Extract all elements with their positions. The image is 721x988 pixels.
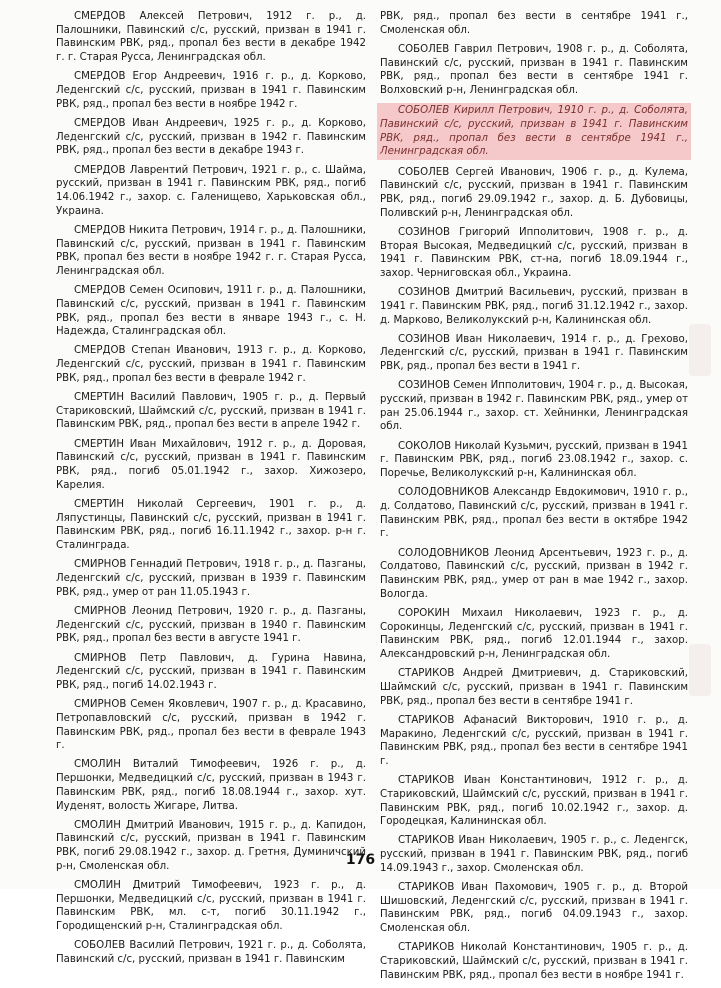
list-item: СМЕРТИН Николай Сергеевич, 1901 г. р., д. Ляпустинцы, Павинский с/с, русский, призван в 1941 г. Павинским РВК, ряд., погиб 16.11.1942 г., захор. р-н г. Сталинграда. xyxy=(56,499,366,552)
list-item: СОБОЛЕВ Гаврил Петрович, 1908 г. р., д. Соболята, Павинский с/с, русский, призван в 1941 г. Павинским РВК, ряд., пропал без вести в сентябре 1941 г. Волховский р-н, Ленинградская обл. xyxy=(380,43,688,97)
list-item: СМЕРДОВ Семен Осипович, 1911 г. р., д. Палошники, Павинский с/с, русский, призван в 1941 г. Павинским РВК, ряд., пропал без вести в январе 1943 г., с. Н. Надежда, Сталинградская обл. xyxy=(56,285,366,338)
list-item: СОЗИНОВ Дмитрий Васильевич, русский, призван в 1941 г. Павинским РВК, ряд., погиб 31.12.1942 г., захор. д. Марково, Великолукский р-н, Калининская обл. xyxy=(380,287,688,326)
watermark-mark xyxy=(685,320,715,380)
highlighted-list-item: СОБОЛЕВ Кирилл Петрович, 1910 г. р., д. Соболята, Павинский с/с, русский, призван в 1941 г. Павинским РВК, ряд., пропал без вести в сентябре 1941 г., Ленинградская обл. xyxy=(377,103,691,160)
list-item: СМЕРДОВ Алексей Петрович, 1912 г. р., д. Палошники, Павинский с/с, русский, призван в 1941 г. Павинским РВК, ряд., пропал без вести в декабре 1942 г. г. Старая Русса, Ленинградская обл. xyxy=(56,11,366,64)
list-item: СМИРНОВ Семен Яковлевич, 1907 г. р., д. Красавино, Петропавловский с/с, русский, призван в 1942 г. Павинским РВК, ряд., пропал без вести в феврале 1943 г. xyxy=(56,699,366,752)
list-item: СМЕРДОВ Лаврентий Петрович, 1921 г. р., с. Шайма, русский, призван в 1941 г. Павинским РВК, ряд., погиб 14.06.1942 г., захор. с. Галенищево, Харьковская обл., Украина. xyxy=(56,164,366,217)
list-item: СТАРИКОВ Иван Константинович, 1912 г. р., д. Стариковский, Шаймский с/с, русский, призван в 1941 г. Павинским РВК, ряд., погиб 10.02.1942 г., захор. д. Городецкая, Калининская обл. xyxy=(380,775,688,828)
list-item: СМОЛИН Дмитрий Иванович, 1915 г. р., д. Капидон, Павинский с/с, русский, призван в 1941 г. Павинским РВК, погиб 29.08.1942 г., захор. д. Гретня, Думиничский р-н, Смоленская обл. xyxy=(56,819,366,872)
list-item: СОБОЛЕВ Сергей Иванович, 1906 г. р., д. Кулема, Павинский с/с, русский, призван в 1941 г. Павинским РВК, ряд., погиб 29.09.1942 г., захор. д. Б. Дубовицы, Поливский р-н, Ленинградская обл. xyxy=(380,166,688,219)
list-item: СТАРИКОВ Николай Константинович, 1905 г. р., д. Стариковский, Шаймский с/с, русский, призван в 1941 г. Павинским РВК, ряд., пропал без вести в ноябре 1941 г. xyxy=(380,942,688,981)
page-number: 176 xyxy=(345,852,376,868)
list-item: СОБОЛЕВ Василий Петрович, 1921 г. р., д. Соболята, Павинский с/с, русский, призван в 1941 г. Павинским xyxy=(56,940,366,966)
list-item: СОКОЛОВ Николай Кузьмич, русский, призван в 1941 г. Павинским РВК, ряд., погиб 23.08.1942 г., захор. с. Поречье, Великолукский р-н, Калининская обл. xyxy=(380,440,688,480)
list-item: СОЗИНОВ Григорий Ипполитович, 1908 г. р., д. Вторая Высокая, Медведицкий с/с, русский, призван в 1941 г. Павинским РВК, ст-на, погиб 18.09.1944 г., захор. Черниговская обл., Украина. xyxy=(380,226,688,279)
list-item: СМИРНОВ Петр Павлович, д. Гурина Навина, Леденгский с/с, русский, призван в 1941 г. Павинским РВК, ряд., погиб 14.02.1943 г. xyxy=(56,652,366,691)
left-column xyxy=(56,10,366,972)
list-item: СОЗИНОВ Семен Ипполитович, 1904 г. р., д. Высокая, русский, призван в 1942 г. Павинским РВК, ряд., умер от ран 25.06.1944 г., захор. ст. Хейнинки, Ленинградская обл. xyxy=(380,380,688,433)
list-item: СТАРИКОВ Иван Пахомович, 1905 г. р., д. Второй Шишовский, Леденгский с/с, русский, призван в 1941 г. Павинским РВК, ряд., погиб 04.09.1943 г., захор. Смоленская обл. xyxy=(380,882,688,935)
list-item: СМЕРТИН Иван Михайлович, 1912 г. р., д. Доровая, Павинский с/с, русский, призван в 1941 г. Павинским РВК, ряд., погиб 05.01.1942 г., захор. Хижозеро, Карелия. xyxy=(56,438,366,491)
list-item: СОЗИНОВ Иван Николаевич, 1914 г. р., д. Грехово, Леденгский с/с, русский, призван в 1941 г. Павинским РВК, ряд., пропал без вести в 1941 г. xyxy=(380,333,688,373)
watermark-mark xyxy=(685,640,715,700)
list-item: СМИРНОВ Леонид Петрович, 1920 г. р., д. Пазганы, Леденгский с/с, русский, призван в 1940 г. Павинским РВК, ряд., пропал без вести в августе 1941 г. xyxy=(56,605,366,645)
list-item: СМЕРТИН Василий Павлович, 1905 г. р., д. Первый Стариковский, Шаймский с/с, русский, призван в 1941 г. Павинским РВК, ряд., пропал без вести в апреле 1942 г. xyxy=(56,392,366,431)
list-item: СТАРИКОВ Иван Николаевич, 1905 г. р., с. Леденгск, русский, призван в 1941 г. Павинским РВК, ряд., погиб 14.09.1943 г., захор. Смоленская обл. xyxy=(380,835,688,874)
list-item: СМОЛИН Дмитрий Тимофеевич, 1923 г. р., д. Першонки, Медведицкий с/с, русский, призван в 1941 г. Павинским РВК, мл. с-т, погиб 30.11.1942 г., Городищенский р-н, Сталинградская обл. xyxy=(56,880,366,933)
list-item: СМОЛИН Виталий Тимофеевич, 1926 г. р., д. Першонки, Медведицкий с/с, русский, призван в 1943 г. Павинским РВК, ряд., погиб 18.08.1944 г., захор. хут. Иуденят, волость Жигаре, Литва. xyxy=(56,759,366,812)
list-item: СТАРИКОВ Афанасий Викторович, 1910 г. р., д. Маракино, Леденгский с/с, русский, призван в 1941 г. Павинским РВК, ряд., пропал без вести в сентябре 1941 г. xyxy=(380,714,688,767)
list-item: СМЕРДОВ Степан Иванович, 1913 г. р., д. Корково, Леденгский с/с, русский, призван в 1941 г. Павинским РВК, ряд., пропал без вести в феврале 1942 г. xyxy=(56,345,366,384)
list-item: СТАРИКОВ Андрей Дмитриевич, д. Стариковский, Шаймский с/с, русский, призван в 1941 г. Павинским РВК, ряд., пропал без вести в сентябре 1941 г. xyxy=(380,668,688,707)
list-item: СМЕРДОВ Никита Петрович, 1914 г. р., д. Палошники, Павинский с/с, русский, призван в 1941 г. Павинским РВК, пропал без вести в ноябре 1942 г. г. Старая Русса, Ленинградская обл. xyxy=(56,224,366,277)
list-item: СОРОКИН Михаил Николаевич, 1923 г. р., д. Сорокинцы, Леденгский с/с, русский, призван в 1941 г. Павинским РВК, ряд., погиб 12.01.1944 г., захор. Александровский р-н, Ленинградская обл. xyxy=(380,607,688,661)
list-item: СМЕРДОВ Егор Андреевич, 1916 г. р., д. Корково, Леденгский с/с, русский, призван в 1941 г. Павинским РВК, ряд., пропал без вести в ноябре 1942 г. xyxy=(56,71,366,110)
right-column xyxy=(380,10,688,988)
list-item-continuation: РВК, ряд., пропал без вести в сентябре 1941 г., Смоленская обл. xyxy=(380,11,688,36)
list-item: СОЛОДОВНИКОВ Александр Евдокимович, 1910 г. р., д. Солдатово, Павинский с/с, русский, призван в 1941 г. Павинским РВК, ряд., пропал без вести в октябре 1942 г. xyxy=(380,487,688,540)
list-item: СМИРНОВ Геннадий Петрович, 1918 г. р., д. Пазганы, Леденгский с/с, русский, призван в 1939 г. Павинским РВК, ряд., умер от ран 11.05.1943 г. xyxy=(56,559,366,598)
list-item: СМЕРДОВ Иван Андреевич, 1925 г. р., д. Корково, Леденгский с/с, русский, призван в 1942 г. Павинским РВК, ряд., пропал без вести в декабре 1943 г. xyxy=(56,117,366,157)
list-item: СОЛОДОВНИКОВ Леонид Арсентьевич, 1923 г. р., д. Солдатово, Павинский с/с, русский, призван в 1942 г. Павинским РВК, ряд., умер от ран в мае 1942 г., захор. Вологда. xyxy=(380,547,688,600)
